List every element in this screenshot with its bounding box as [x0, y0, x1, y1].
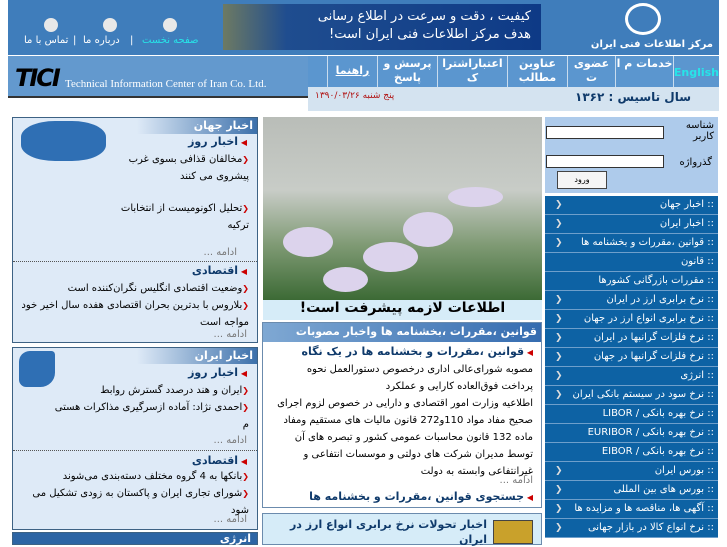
nav-membership[interactable]: عضوی ت — [567, 56, 615, 87]
sidebar-item-label: :: نرخ برابری انواع ارز در جهان — [583, 313, 714, 324]
world-news-panel — [12, 117, 258, 343]
password-label: گذرواژه — [679, 157, 712, 168]
logo-text: مرکز اطلاعات فنی ایران — [590, 39, 713, 50]
login-form — [545, 117, 718, 193]
sidebar-item-label: :: نرخ فلزات گرانبها در جهان — [593, 351, 714, 362]
chevron-left-icon: ❮ — [555, 352, 563, 362]
world-news-title: اخبار جهان — [137, 118, 257, 134]
separator: | — [73, 35, 77, 46]
bullet-icon: ❮ — [242, 386, 249, 395]
sidebar-item[interactable] — [545, 367, 718, 386]
nav-services[interactable]: خدمات م ا — [615, 56, 673, 87]
mail-icon[interactable] — [44, 18, 58, 32]
top-links — [8, 18, 208, 54]
established-year: سال تاسیس : ۱۳۶۲ — [575, 90, 692, 104]
iran-news-title: اخبار ایران — [137, 348, 257, 364]
chevron-left-icon: ❮ — [555, 238, 563, 248]
sidebar-item[interactable] — [545, 196, 718, 215]
world-economic-more[interactable]: ادامه ... — [213, 329, 247, 340]
sidebar-item-label: :: قوانین ،مقررات و بخشنامه ها — [580, 237, 714, 248]
sidebar-item[interactable] — [545, 215, 718, 234]
divider — [13, 261, 257, 262]
bullet-icon: ❮ — [242, 472, 249, 481]
sidebar-item-label: :: نرخ برابری ارز در ایران — [606, 294, 714, 305]
feature-photo[interactable] — [263, 117, 542, 300]
world-daily-item[interactable]: ❮مخالفان قذافی بسوی غرب پیشروی می کنند — [128, 154, 249, 182]
world-daily-label[interactable]: ◀ اخبار روز — [188, 135, 247, 148]
iran-daily-label[interactable]: ◀ اخبار روز — [188, 366, 247, 379]
iran-news-panel — [12, 347, 258, 530]
sidebar-item[interactable] — [545, 519, 718, 538]
sidebar-item[interactable] — [545, 481, 718, 500]
laws-more-link[interactable]: ادامه ... — [499, 475, 533, 486]
nav-titles[interactable]: عناوین مطالب — [507, 56, 567, 87]
laws-title: قوانین ،مقررات ،بخشنامه ها واخبار مصوبات — [263, 323, 541, 342]
laws-search-link[interactable] — [309, 490, 533, 503]
sidebar-item[interactable] — [545, 291, 718, 310]
nav-help[interactable]: راهنما — [327, 56, 377, 87]
fx-news-title[interactable]: اخبار تحولات نرخ برابری انواع ارز در ایران — [289, 518, 487, 546]
sidebar-item[interactable] — [545, 500, 718, 519]
chevron-left-icon: ❮ — [555, 466, 563, 476]
flower — [363, 242, 418, 272]
home-link[interactable]: صفحه نخست — [142, 35, 199, 46]
sidebar-item-label: :: نرخ سود در سیستم بانکی ایران — [572, 389, 714, 400]
world-daily-more[interactable]: ادامه ... — [203, 247, 237, 258]
iran-daily-more[interactable]: ادامه ... — [213, 435, 247, 446]
fx-news-panel[interactable] — [262, 513, 542, 545]
feature-caption: اطلاعات لازمه پیشرفت است! — [263, 300, 542, 320]
currency-icon — [493, 520, 533, 544]
home-icon[interactable] — [163, 18, 177, 32]
sidebar-menu — [545, 196, 718, 545]
divider — [13, 450, 257, 451]
banner-line1: کیفیت ، دقت و سرعت در اطلاع رسانی — [317, 9, 531, 24]
chevron-left-icon: ❮ — [555, 485, 563, 495]
sidebar-item[interactable] — [545, 310, 718, 329]
chevron-left-icon: ❮ — [555, 200, 563, 210]
arrow-icon: ◀ — [238, 138, 247, 147]
company-name: Technical Information Center of Iran Co. Ltd. — [65, 78, 267, 90]
iran-daily-item[interactable]: ❮ایران و هند درصدد گسترش روابط — [100, 385, 249, 396]
sidebar-item-label: :: آگهی ها، مناقصه ها و مزایده ها — [574, 503, 714, 514]
flower — [403, 212, 453, 247]
sidebar-item-label: :: نرخ فلزات گرانبها در ایران — [593, 332, 714, 343]
arrow-icon: ◀ — [524, 493, 533, 502]
sidebar-item-label: :: بورس ایران — [654, 465, 714, 476]
sidebar-item-label: :: انرژی — [680, 370, 714, 381]
chevron-left-icon: ❮ — [555, 314, 563, 324]
sidebar-item-label: :: نرخ انواع کالا در بازار جهانی — [587, 522, 714, 533]
nav-faq[interactable]: پرسش و پاسخ — [377, 56, 437, 87]
sidebar-item[interactable] — [545, 234, 718, 253]
chevron-left-icon: ❮ — [555, 371, 563, 381]
sidebar-item-label: :: مقررات بازرگانی کشورها — [598, 275, 714, 286]
flower — [448, 187, 503, 207]
sidebar-item-label: :: نرخ بهره بانکی / LIBOR — [602, 408, 714, 419]
sidebar-item[interactable] — [545, 462, 718, 481]
username-input[interactable] — [546, 126, 664, 139]
chevron-left-icon: ❮ — [555, 504, 563, 514]
chevron-left-icon: ❮ — [555, 390, 563, 400]
bullet-icon: ❮ — [242, 403, 249, 412]
sidebar-item[interactable] — [545, 443, 718, 462]
sidebar-item[interactable] — [545, 348, 718, 367]
document-icon[interactable] — [103, 18, 117, 32]
bullet-icon: ❮ — [242, 204, 249, 213]
chevron-left-icon: ❮ — [555, 523, 563, 533]
flower — [323, 267, 368, 292]
globe-logo-icon — [625, 3, 661, 35]
world-economic-label[interactable]: ◀ اقتصادی — [191, 264, 247, 277]
chevron-left-icon: ❮ — [555, 219, 563, 229]
bullet-icon: ❮ — [242, 155, 249, 164]
iran-economic-item[interactable]: ❮بانکها به 4 گروه مختلف دسته‌بندی می‌شوند — [62, 471, 249, 482]
world-daily-item[interactable]: ❮تحلیل اکونومیست از انتخابات ترکیه — [120, 203, 249, 231]
separator: | — [130, 35, 134, 46]
banner[interactable] — [223, 4, 541, 50]
arrow-icon: ◀ — [524, 348, 533, 357]
laws-panel — [262, 322, 542, 508]
username-label: شناسه کاربر — [685, 120, 714, 142]
bullet-icon: ❮ — [242, 284, 249, 293]
arrow-icon: ◀ — [238, 267, 247, 276]
sidebar-item[interactable] — [545, 386, 718, 405]
laws-item[interactable]: اطلاعیه وزارت امور اقتصادی و دارایی در خصوص لزوم اجرای صحیح مفاد مواد 110و272 قانون مالیات های مستقیم ومفاد ماده 132 قانون محاسبات عمومی کشور و تبصره های آن توسط مدیران شرکت های دولتی و موسسات انتفاعی و غیرانتفاعی وابسته به دولت — [277, 398, 533, 477]
laws-item[interactable]: مصوبه شورای‌عالی اداری درخصوص دستورالعمل نحوه پرداخت فوق‌العاده کارایی و عملکرد — [306, 364, 533, 392]
energy-panel-title[interactable]: انرژی — [12, 532, 258, 545]
sidebar-item-label: :: اخبار جهان — [659, 199, 714, 210]
world-map-icon — [21, 121, 106, 161]
site-logo[interactable] — [590, 3, 715, 53]
nav-credit[interactable]: اعتباراشترا ک — [437, 56, 507, 87]
arrow-icon: ◀ — [238, 369, 247, 378]
flower — [283, 227, 333, 257]
sidebar-item-label: :: قانون — [680, 256, 714, 267]
sidebar-item[interactable] — [545, 329, 718, 348]
sidebar-item[interactable] — [545, 405, 718, 424]
sidebar-item-label: :: بورس های بین المللی — [613, 484, 714, 495]
world-economic-item[interactable]: ❮وضعیت اقتصادی انگلیس نگران‌کننده است — [67, 283, 249, 294]
login-button[interactable]: ورود — [557, 171, 607, 189]
iran-economic-item[interactable]: ❮شورای تجاری ایران و پاکستان به زودی تشکیل می شود — [32, 488, 249, 516]
sidebar-item[interactable] — [545, 424, 718, 443]
sidebar-item-label: :: نرخ بهره بانکی / EIBOR — [601, 446, 714, 457]
sidebar-item-label: :: نرخ بهره بانکی / EURIBOR — [587, 427, 714, 438]
iran-economic-more[interactable]: ادامه ... — [213, 514, 247, 525]
laws-glance-text: قوانین ،مقررات و بخشنامه ها در یک نگاه — [301, 345, 525, 358]
sidebar-item-label: :: اخبار ایران — [659, 218, 714, 229]
arrow-icon: ◀ — [238, 457, 247, 466]
banner-line2: هدف مرکز اطلاعات فنی ایران است! — [328, 27, 531, 42]
current-date: پنج شنبه ۱۳۹۰/۰۳/۲۶ — [315, 91, 395, 101]
iran-daily-item[interactable]: ❮احمدی نژاد: آماده ازسرگیری مذاکرات هستی م — [54, 402, 249, 430]
about-link[interactable]: درباره ما — [83, 35, 120, 46]
bullet-icon: ❮ — [242, 301, 249, 310]
laws-search-text: جستجوی قوانین ،مقررات و بخشنامه ها — [309, 490, 525, 503]
bullet-icon: ❮ — [242, 489, 249, 498]
password-input[interactable] — [546, 155, 664, 168]
iran-economic-label[interactable]: ◀ اقتصادی — [191, 454, 247, 467]
chevron-left-icon: ❮ — [555, 295, 563, 305]
chevron-left-icon: ❮ — [555, 333, 563, 343]
sidebar-item[interactable] — [545, 253, 718, 272]
contact-link[interactable]: تماس با ما — [24, 35, 69, 46]
laws-glance-link[interactable] — [301, 345, 533, 358]
tci-logo: TICI — [15, 64, 59, 92]
nav-english[interactable]: English — [673, 56, 719, 87]
world-economic-item[interactable]: ❮بلاروس با بدترین بحران اقتصادی هفده سال اخیر خود مواجه است — [21, 300, 249, 328]
sidebar-item[interactable] — [545, 272, 718, 291]
main-nav — [308, 56, 719, 87]
